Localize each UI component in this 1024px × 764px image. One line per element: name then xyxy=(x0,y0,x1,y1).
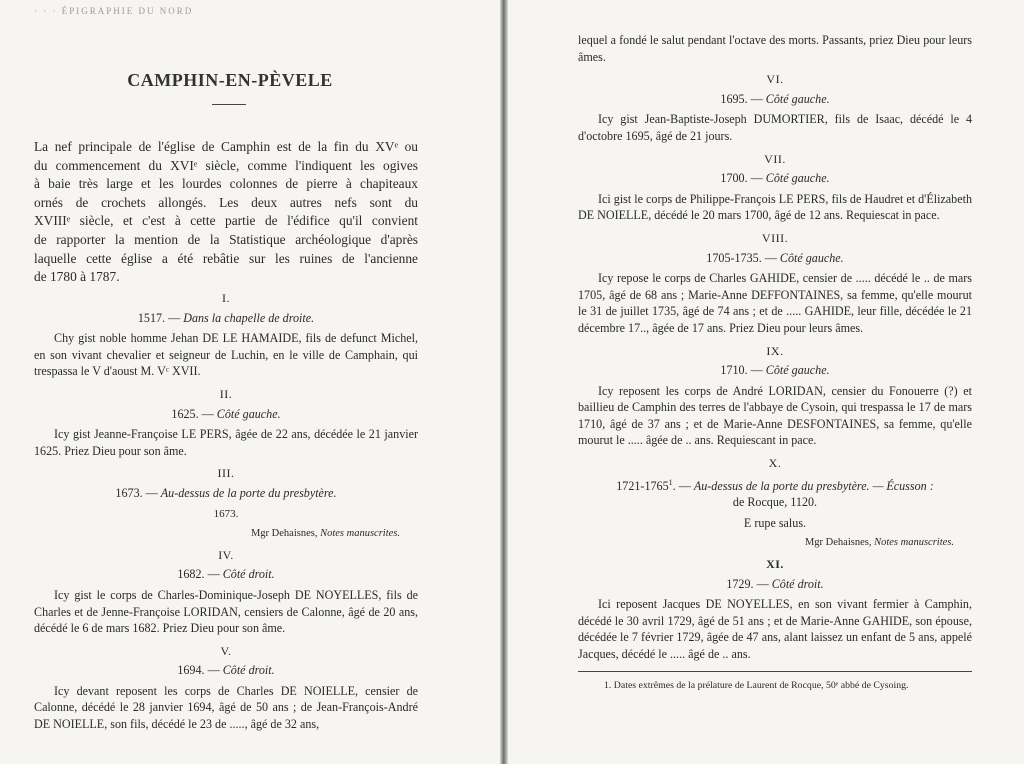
intro-paragraph xyxy=(34,138,418,287)
dash: — xyxy=(168,310,181,325)
intro-line: de 1780 à 1787. xyxy=(34,269,120,285)
entry-location: Côté droit. xyxy=(222,663,275,678)
entry-numeral: IV. xyxy=(218,547,234,562)
citation-author: Mgr Dehaisnes, xyxy=(250,528,318,540)
dash: — xyxy=(207,567,220,582)
entry-heading xyxy=(578,576,972,593)
footnote-rule xyxy=(578,671,972,672)
right-page xyxy=(508,0,1024,764)
dash: — xyxy=(756,576,769,591)
dash: — xyxy=(764,250,777,265)
dash: — xyxy=(678,478,691,493)
entry-text: Icy gist Jean-Baptiste-Joseph DUMORTIER, fils de Isaac, décédé le 4 d'octobre 1695, âgé de 21 jours. xyxy=(578,112,972,143)
intro-line: à baie très large et les lourdes colonnes de pierre à chapiteaux xyxy=(34,176,418,192)
inscription-date: 1673. xyxy=(213,507,239,520)
right-entries xyxy=(578,32,972,694)
entry-heading xyxy=(578,170,972,187)
entry-location: Au-dessus de la porte du presbytère. xyxy=(160,485,337,500)
citation-author: Mgr Dehaisnes, xyxy=(804,537,872,549)
entry-year: 1673. xyxy=(115,485,143,500)
entry-location: Côté gauche. xyxy=(765,91,830,106)
entry-text: Icy repose le corps de Charles GAHIDE, censier de ..... décédé le .. de mars 1705, âgé de 68 ans ; Marie-Anne DEFFONTAINES, sa femme, qu'elle mourut le 31 de juillet 1735, âgé de 74 ans ; et de ..... GAHIDE, leur fille, décédée le 21 décembre 17.., âgée de 17 ans. Priez Dieu pour leurs âmes. xyxy=(578,271,972,335)
entry-year: 1729. xyxy=(726,576,754,591)
entry-numeral: I. xyxy=(222,291,230,305)
entry-location: Côté droit. xyxy=(771,576,824,591)
entry-location: Dans la chapelle de droite. xyxy=(183,310,315,325)
entry-heading xyxy=(34,566,418,583)
entry-numeral: II. xyxy=(219,386,233,401)
entry-text: Icy gist Jeanne-Françoise LE PERS, âgée de 22 ans, décédée le 21 janvier 1625. Priez Dieu pour son âme. xyxy=(34,427,418,458)
source-citation xyxy=(34,526,418,543)
entry-year: 1694. xyxy=(177,663,205,678)
entry-location: Côté gauche. xyxy=(765,363,830,378)
dash: — xyxy=(145,485,158,500)
motto: E rupe salus. xyxy=(743,515,807,530)
entry-heading xyxy=(578,91,972,108)
entry-text: Ici reposent Jacques DE NOYELLES, en son vivant fermier à Camphin, décédé le 30 avril 1729, âgé de 51 ans ; et de Marie-Anne GAHIDE, son épouse, décédée le 7 février 1729, âgée de 47 ans, alant laissez un enfant de 5 ans, appelé Jacques, décédé le ..... âgé de .. ans. xyxy=(578,597,972,662)
entry-year: 1695. xyxy=(720,91,748,106)
intro-line: La nef principale de l'église de Camphin est de la fin du XVᵉ ou xyxy=(34,139,418,154)
entry-year: 1517. xyxy=(137,310,166,325)
entry-location: Côté gauche. xyxy=(216,406,281,421)
intro-line: XVIIIᵉ siècle, et c'est à cette partie de l'édifice qu'il convient xyxy=(34,213,418,229)
intro-line: laquelle cette église a été rebâtie sur les ruines de l'ancienne xyxy=(34,250,418,266)
dash: — xyxy=(201,406,214,421)
entry-numeral: VII. xyxy=(764,151,786,166)
dash: — xyxy=(750,171,763,186)
footnote: 1. Dates extrêmes de la prélature de Laurent de Rocque, 50ᵉ abbé de Cysoing. xyxy=(604,679,909,691)
entry-numeral: V. xyxy=(220,643,232,658)
escutcheon-line: de Rocque, 1120. xyxy=(732,495,818,510)
page-title: CAMPHIN-EN-PÈVELE xyxy=(127,70,333,90)
dash: — xyxy=(750,363,763,378)
citation-work: Notes manuscrites. xyxy=(874,537,954,549)
footnote-mark: 1 xyxy=(668,477,673,487)
intro-line: du commencement du XVIᵉ siècle, comme l'indiquent les ogives xyxy=(34,157,418,173)
book-gutter xyxy=(500,0,508,764)
entry-year: 1625. xyxy=(171,406,199,421)
entry-year: 1721-1765 xyxy=(616,478,669,493)
left-entries xyxy=(34,286,418,739)
entry-text: Ici gist le corps de Philippe-François LE PERS, fils de Haudret et d'Élizabeth DE NOIELLE, décédé le 20 mars 1700, âgé de 12 ans. Requiescat in pace. xyxy=(578,191,972,223)
entry-heading xyxy=(578,250,972,267)
entry-numeral: XI. xyxy=(766,557,784,572)
entry-numeral: VIII. xyxy=(761,230,789,245)
entry-numeral: VI. xyxy=(766,72,784,87)
entry-text: Chy gist noble homme Jehan DE LE HAMAIDE, fils de defunct Michel, en son vivant chevalier et seigneur de Luchin, en le ville de Camphain, qui trespassa le V d'aoust M. Vᶜ XVII. xyxy=(34,331,418,379)
left-page xyxy=(0,0,500,764)
entry-numeral: IX. xyxy=(766,343,784,358)
continuation-text: lequel a fondé le salut pendant l'octave des morts. Passants, priez Dieu pour leurs âmes. xyxy=(578,33,972,64)
entry-heading xyxy=(34,485,418,502)
entry-heading xyxy=(34,662,418,679)
entry-heading: 1721-1765$^1$. — Au-dessus de la porte du presbytère. — Écusson : xyxy=(616,477,934,493)
entry-text: Icy gist le corps de Charles-Dominique-Joseph DE NOYELLES, fils de Charles et de Jenne-Françoise LORIDAN, censiers de Calonne, âgé de 20 ans, décédé le 6 de mars 1682. Priez Dieu pour son âme. xyxy=(34,587,418,636)
dash: — xyxy=(207,663,220,678)
entry-heading xyxy=(34,406,418,423)
entry-year: 1682. xyxy=(177,567,205,582)
intro-line: de rapporter la mention de la Statistique archéologique d'après xyxy=(34,231,418,247)
entry-numeral: X. xyxy=(768,456,782,471)
entry-year: 1705-1735. xyxy=(706,250,762,265)
citation-work: Notes manuscrites. xyxy=(320,528,400,540)
running-head: · · · ÉPIGRAPHIE DU NORD xyxy=(34,6,194,16)
entry-numeral: III. xyxy=(217,466,235,481)
title-rule xyxy=(212,104,246,105)
entry-location: Côté gauche. xyxy=(779,250,844,265)
entry-location: Côté droit. xyxy=(222,567,275,582)
entry-text: Icy reposent les corps de André LORIDAN, censier du Fonouerre (?) et baillieu de Camphin des terres de l'abbaye de Cysoin, qui trespassa le 17 de mars 1710, âgé de 37 ans ; et de Marie-Anne DESFONTAINES, sa femme, qu'elle mourut le ..... âgée de .. ans. Requiescant in pace. xyxy=(578,383,972,448)
entry-year: 1700. xyxy=(720,171,748,186)
intro-line: ornés de crochets allongés. Les deux autres nefs sont du xyxy=(34,194,418,210)
entry-year: 1710. xyxy=(720,363,748,378)
entry-text: Icy devant reposent les corps de Charles DE NOIELLE, censier de Calonne, décédé le 28 janvier 1694, âgé de 50 ans ; de Jean-François-André DE NOIELLE, son fils, décédé le 23 de ....., âgé de 32 ans, xyxy=(34,683,418,732)
entry-location: Au-dessus de la porte du presbytère. — Écusson : xyxy=(693,478,934,493)
source-citation xyxy=(578,535,972,552)
entry-heading xyxy=(578,362,972,379)
dash: — xyxy=(750,91,763,106)
entry-heading xyxy=(34,310,418,327)
entry-location: Côté gauche. xyxy=(765,171,830,186)
